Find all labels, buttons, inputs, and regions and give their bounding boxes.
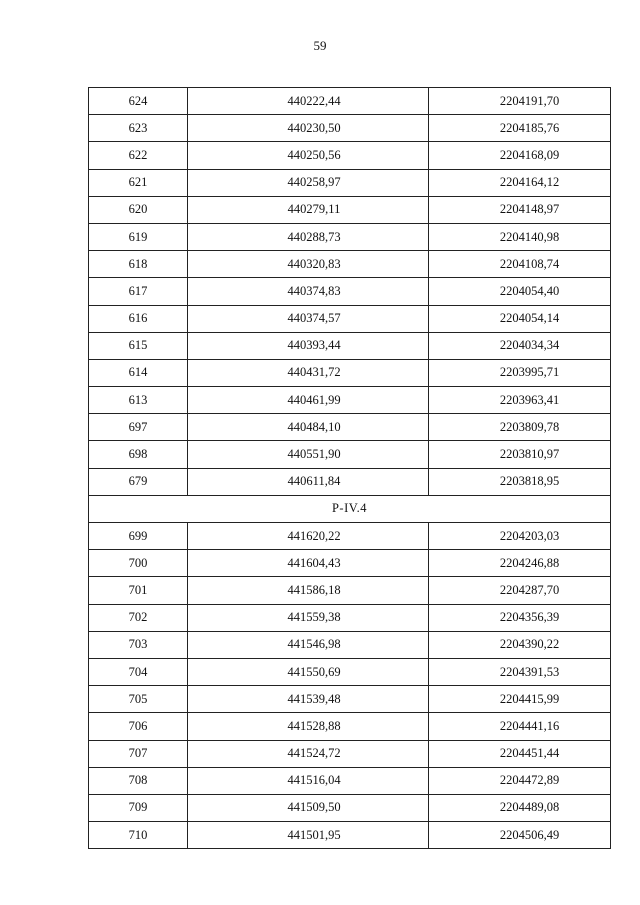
x-coordinate-cell: 440279,11 <box>188 196 429 223</box>
table-row <box>89 577 611 604</box>
y-coordinate-cell: 2204441,16 <box>429 713 611 740</box>
y-coordinate-cell: 2203995,71 <box>429 359 611 386</box>
table-row <box>89 359 611 386</box>
y-coordinate-cell: 2203809,78 <box>429 414 611 441</box>
point-number-cell: 703 <box>89 631 188 658</box>
table-row <box>89 822 611 849</box>
point-number-cell: 679 <box>89 468 188 495</box>
table-row <box>89 251 611 278</box>
table-row <box>89 88 611 115</box>
table-row <box>89 196 611 223</box>
y-coordinate-cell: 2204489,08 <box>429 794 611 821</box>
table-row <box>89 713 611 740</box>
y-coordinate-cell: 2204451,44 <box>429 740 611 767</box>
y-coordinate-cell: 2204185,76 <box>429 115 611 142</box>
point-number-cell: 615 <box>89 332 188 359</box>
section-header-row <box>89 495 611 522</box>
x-coordinate-cell: 441516,04 <box>188 767 429 794</box>
page-number: 59 <box>313 38 327 53</box>
x-coordinate-cell: 441586,18 <box>188 577 429 604</box>
table-row <box>89 441 611 468</box>
y-coordinate-cell: 2204356,39 <box>429 604 611 631</box>
table-row <box>89 686 611 713</box>
table-row <box>89 115 611 142</box>
point-number-cell: 619 <box>89 223 188 250</box>
section-title: P-IV.4 <box>89 495 611 522</box>
table-row <box>89 387 611 414</box>
x-coordinate-cell: 441528,88 <box>188 713 429 740</box>
x-coordinate-cell: 440230,50 <box>188 115 429 142</box>
x-coordinate-cell: 441546,98 <box>188 631 429 658</box>
table-row <box>89 550 611 577</box>
point-number-cell: 622 <box>89 142 188 169</box>
x-coordinate-cell: 440484,10 <box>188 414 429 441</box>
point-number-cell: 705 <box>89 686 188 713</box>
y-coordinate-cell: 2204246,88 <box>429 550 611 577</box>
x-coordinate-cell: 440320,83 <box>188 251 429 278</box>
point-number-cell: 613 <box>89 387 188 414</box>
point-number-cell: 624 <box>89 88 188 115</box>
table-row <box>89 658 611 685</box>
y-coordinate-cell: 2203963,41 <box>429 387 611 414</box>
point-number-cell: 620 <box>89 196 188 223</box>
point-number-cell: 621 <box>89 169 188 196</box>
x-coordinate-cell: 441509,50 <box>188 794 429 821</box>
x-coordinate-cell: 440374,57 <box>188 305 429 332</box>
x-coordinate-cell: 440288,73 <box>188 223 429 250</box>
y-coordinate-cell: 2204054,40 <box>429 278 611 305</box>
y-coordinate-cell: 2204391,53 <box>429 658 611 685</box>
point-number-cell: 701 <box>89 577 188 604</box>
point-number-cell: 698 <box>89 441 188 468</box>
y-coordinate-cell: 2204168,09 <box>429 142 611 169</box>
x-coordinate-cell: 440611,84 <box>188 468 429 495</box>
table-row <box>89 767 611 794</box>
point-number-cell: 623 <box>89 115 188 142</box>
y-coordinate-cell: 2204415,99 <box>429 686 611 713</box>
y-coordinate-cell: 2204506,49 <box>429 822 611 849</box>
x-coordinate-cell: 441539,48 <box>188 686 429 713</box>
y-coordinate-cell: 2203818,95 <box>429 468 611 495</box>
x-coordinate-cell: 441524,72 <box>188 740 429 767</box>
table-row <box>89 523 611 550</box>
table-row <box>89 604 611 631</box>
point-number-cell: 617 <box>89 278 188 305</box>
x-coordinate-cell: 440461,99 <box>188 387 429 414</box>
table-row <box>89 740 611 767</box>
point-number-cell: 710 <box>89 822 188 849</box>
y-coordinate-cell: 2204203,03 <box>429 523 611 550</box>
point-number-cell: 707 <box>89 740 188 767</box>
point-number-cell: 699 <box>89 523 188 550</box>
y-coordinate-cell: 2204164,12 <box>429 169 611 196</box>
x-coordinate-cell: 441559,38 <box>188 604 429 631</box>
x-coordinate-cell: 440431,72 <box>188 359 429 386</box>
point-number-cell: 709 <box>89 794 188 821</box>
table-row <box>89 169 611 196</box>
y-coordinate-cell: 2204148,97 <box>429 196 611 223</box>
point-number-cell: 704 <box>89 658 188 685</box>
x-coordinate-cell: 440258,97 <box>188 169 429 196</box>
table-row <box>89 631 611 658</box>
x-coordinate-cell: 441620,22 <box>188 523 429 550</box>
point-number-cell: 697 <box>89 414 188 441</box>
x-coordinate-cell: 440250,56 <box>188 142 429 169</box>
x-coordinate-cell: 441604,43 <box>188 550 429 577</box>
point-number-cell: 700 <box>89 550 188 577</box>
point-number-cell: 708 <box>89 767 188 794</box>
x-coordinate-cell: 440551,90 <box>188 441 429 468</box>
point-number-cell: 616 <box>89 305 188 332</box>
table-row <box>89 468 611 495</box>
y-coordinate-cell: 2204034,34 <box>429 332 611 359</box>
y-coordinate-cell: 2204191,70 <box>429 88 611 115</box>
table-row <box>89 332 611 359</box>
x-coordinate-cell: 440374,83 <box>188 278 429 305</box>
y-coordinate-cell: 2203810,97 <box>429 441 611 468</box>
y-coordinate-cell: 2204390,22 <box>429 631 611 658</box>
point-number-cell: 614 <box>89 359 188 386</box>
x-coordinate-cell: 440393,44 <box>188 332 429 359</box>
y-coordinate-cell: 2204054,14 <box>429 305 611 332</box>
point-number-cell: 706 <box>89 713 188 740</box>
table-row <box>89 414 611 441</box>
table-row <box>89 794 611 821</box>
y-coordinate-cell: 2204472,89 <box>429 767 611 794</box>
table-row <box>89 278 611 305</box>
point-number-cell: 618 <box>89 251 188 278</box>
x-coordinate-cell: 441501,95 <box>188 822 429 849</box>
table-row <box>89 305 611 332</box>
point-number-cell: 702 <box>89 604 188 631</box>
x-coordinate-cell: 441550,69 <box>188 658 429 685</box>
y-coordinate-cell: 2204287,70 <box>429 577 611 604</box>
table-row <box>89 142 611 169</box>
table-row <box>89 223 611 250</box>
y-coordinate-cell: 2204108,74 <box>429 251 611 278</box>
x-coordinate-cell: 440222,44 <box>188 88 429 115</box>
coordinates-table <box>88 87 611 849</box>
coordinates-table-body <box>89 88 611 849</box>
y-coordinate-cell: 2204140,98 <box>429 223 611 250</box>
